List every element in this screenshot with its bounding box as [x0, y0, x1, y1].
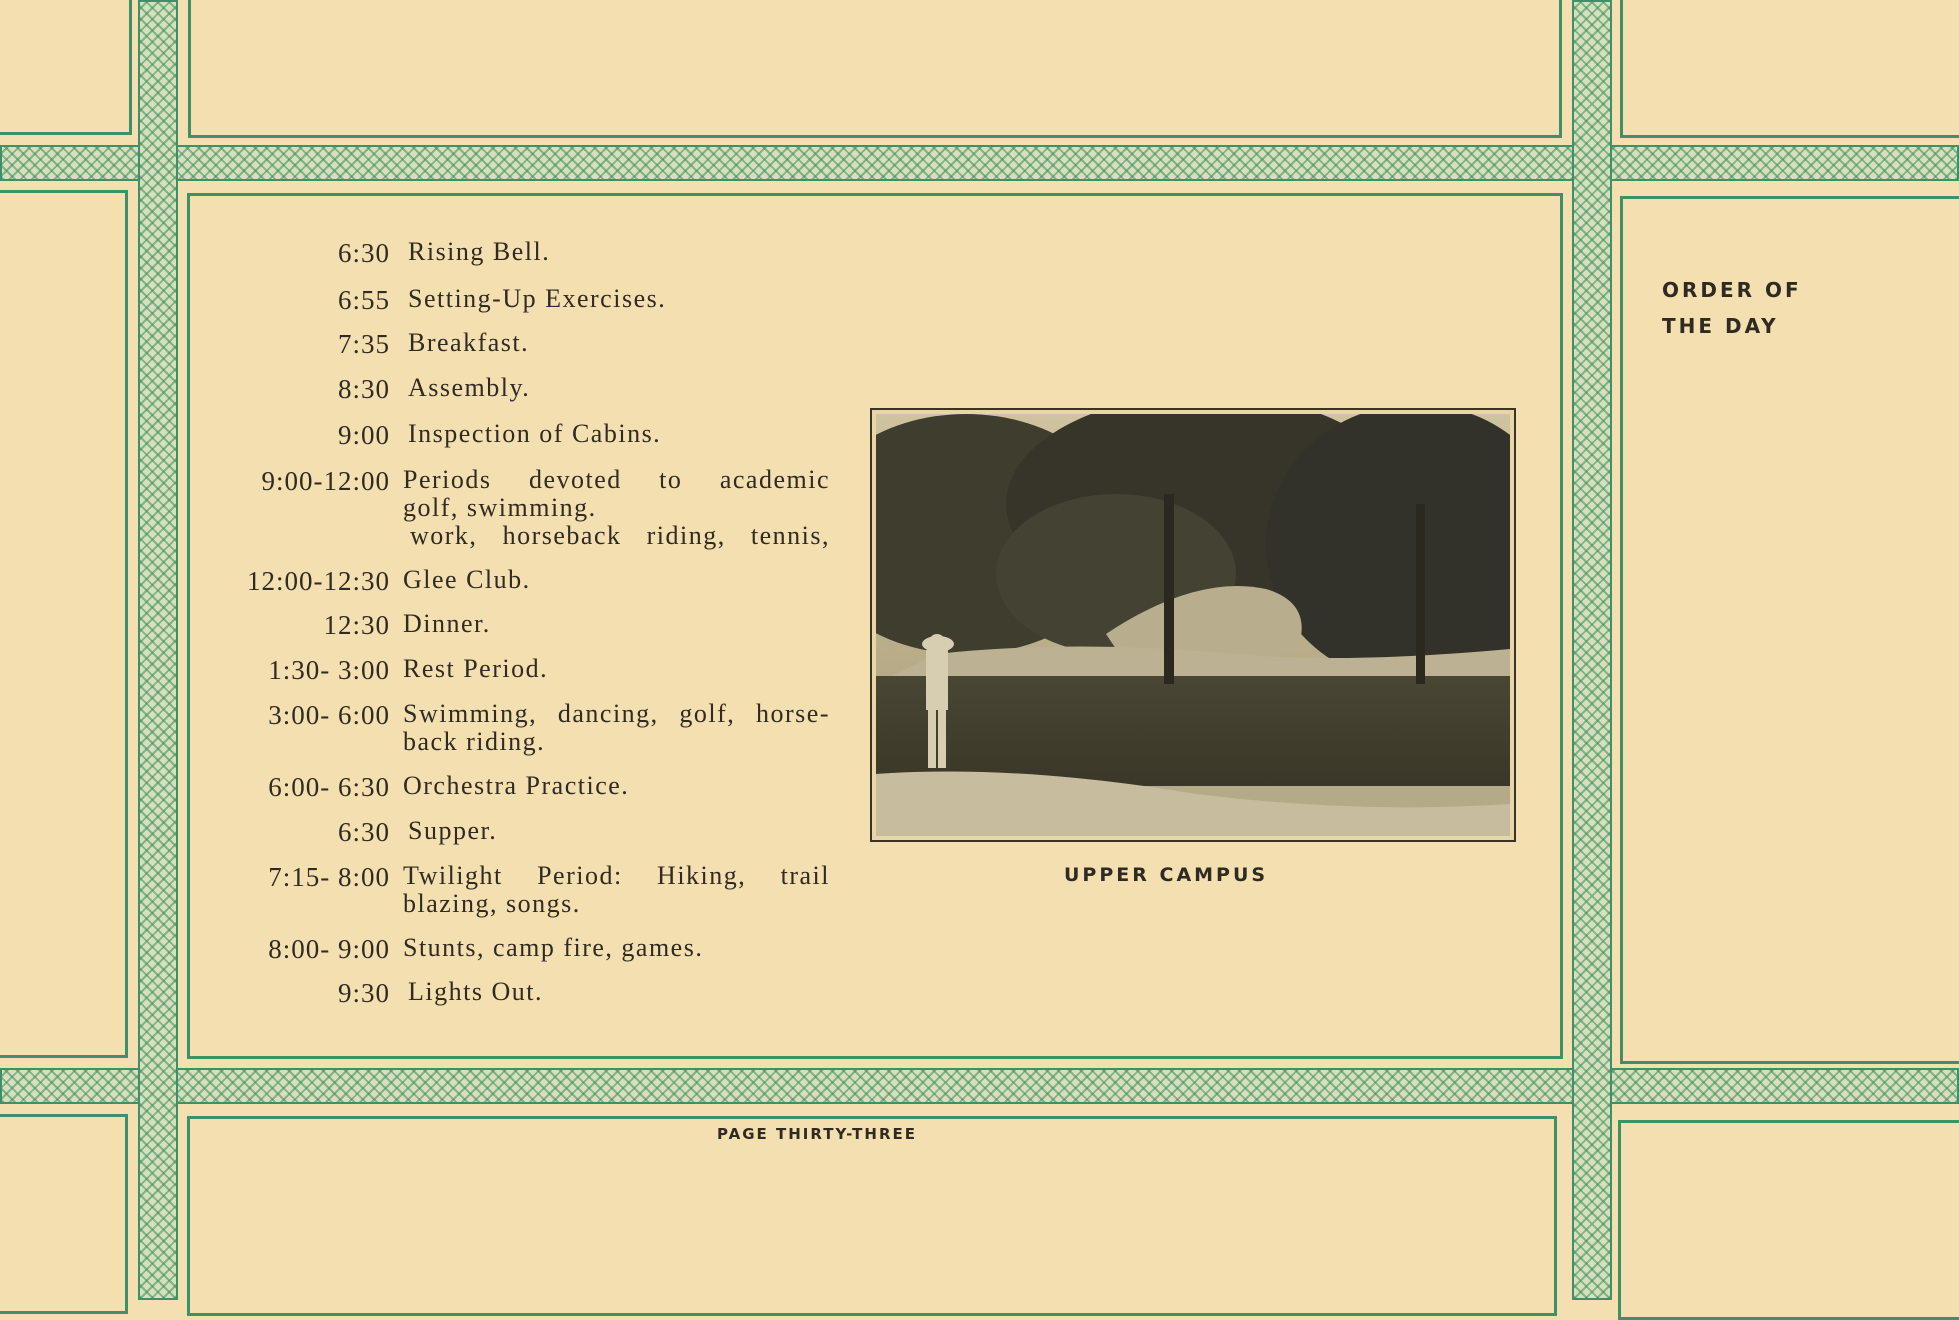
schedule-time: 6:00- 6:30: [268, 772, 390, 802]
schedule-activity-line: golf, swimming.: [403, 493, 597, 522]
heading-line-2: THE DAY: [1662, 314, 1779, 338]
schedule-activity: Setting-Up Exercises.: [408, 284, 667, 313]
schedule-time: 6:55: [337, 285, 390, 315]
schedule-activity: Glee Club.: [403, 565, 531, 594]
panel-bottom-right: [1618, 1120, 1959, 1320]
panel-top-left: [0, 0, 132, 135]
schedule-activity: Twilight Period: Hiking, trail: [403, 861, 830, 890]
schedule-time: 1:30- 3:00: [268, 655, 390, 685]
schedule-list: [205, 0, 845, 1050]
border-band-left: [138, 0, 178, 1300]
schedule-time: 8:00- 9:00: [268, 934, 390, 964]
schedule-time: 12:30: [323, 610, 390, 640]
schedule-time: 8:30: [337, 374, 390, 404]
schedule-activity: Periods devoted to academic: [403, 465, 830, 494]
schedule-time: 6:30: [337, 817, 390, 847]
schedule-activity: Rest Period.: [403, 654, 549, 683]
panel-mid-left: [0, 190, 128, 1058]
schedule-activity-line: work, horseback riding, tennis,: [410, 521, 830, 550]
schedule-activity: Swimming, dancing, golf, horse-: [403, 699, 830, 728]
schedule-time: 7:35: [337, 329, 390, 359]
campus-photo: [870, 408, 1516, 842]
schedule-activity: Assembly.: [408, 373, 531, 402]
page-number: PAGE THIRTY-THREE: [717, 1125, 917, 1143]
campus-photo-image: [876, 414, 1510, 836]
schedule-time: 9:00: [337, 420, 390, 450]
panel-top-right: [1620, 0, 1959, 138]
schedule-activity: Inspection of Cabins.: [408, 419, 662, 448]
schedule-time: 7:15- 8:00: [268, 862, 390, 892]
section-heading: [1662, 272, 1802, 344]
schedule-time: 3:00- 6:00: [268, 700, 390, 730]
schedule-time: 9:30: [337, 978, 390, 1008]
border-band-right: [1572, 0, 1612, 1300]
panel-bottom-left: [0, 1114, 128, 1314]
heading-line-1: ORDER OF: [1662, 278, 1802, 302]
schedule-time: 12:00-12:30: [247, 566, 390, 596]
photo-caption: UPPER CAMPUS: [1064, 864, 1269, 886]
schedule-activity-line: blazing, songs.: [403, 889, 581, 918]
schedule-activity: Lights Out.: [408, 977, 543, 1006]
schedule-activity: Rising Bell.: [408, 237, 551, 266]
schedule-activity: Orchestra Practice.: [403, 771, 630, 800]
schedule-activity: Dinner.: [403, 609, 491, 638]
schedule-time: 6:30: [337, 238, 390, 268]
schedule-activity: Breakfast.: [408, 328, 530, 357]
schedule-activity-line: back riding.: [403, 727, 546, 756]
schedule-activity: Stunts, camp fire, games.: [403, 933, 704, 962]
schedule-activity: Supper.: [408, 816, 498, 845]
schedule-time: 9:00-12:00: [261, 466, 390, 496]
border-band-bottom: [0, 1068, 1959, 1104]
panel-bottom-center: [187, 1116, 1557, 1316]
